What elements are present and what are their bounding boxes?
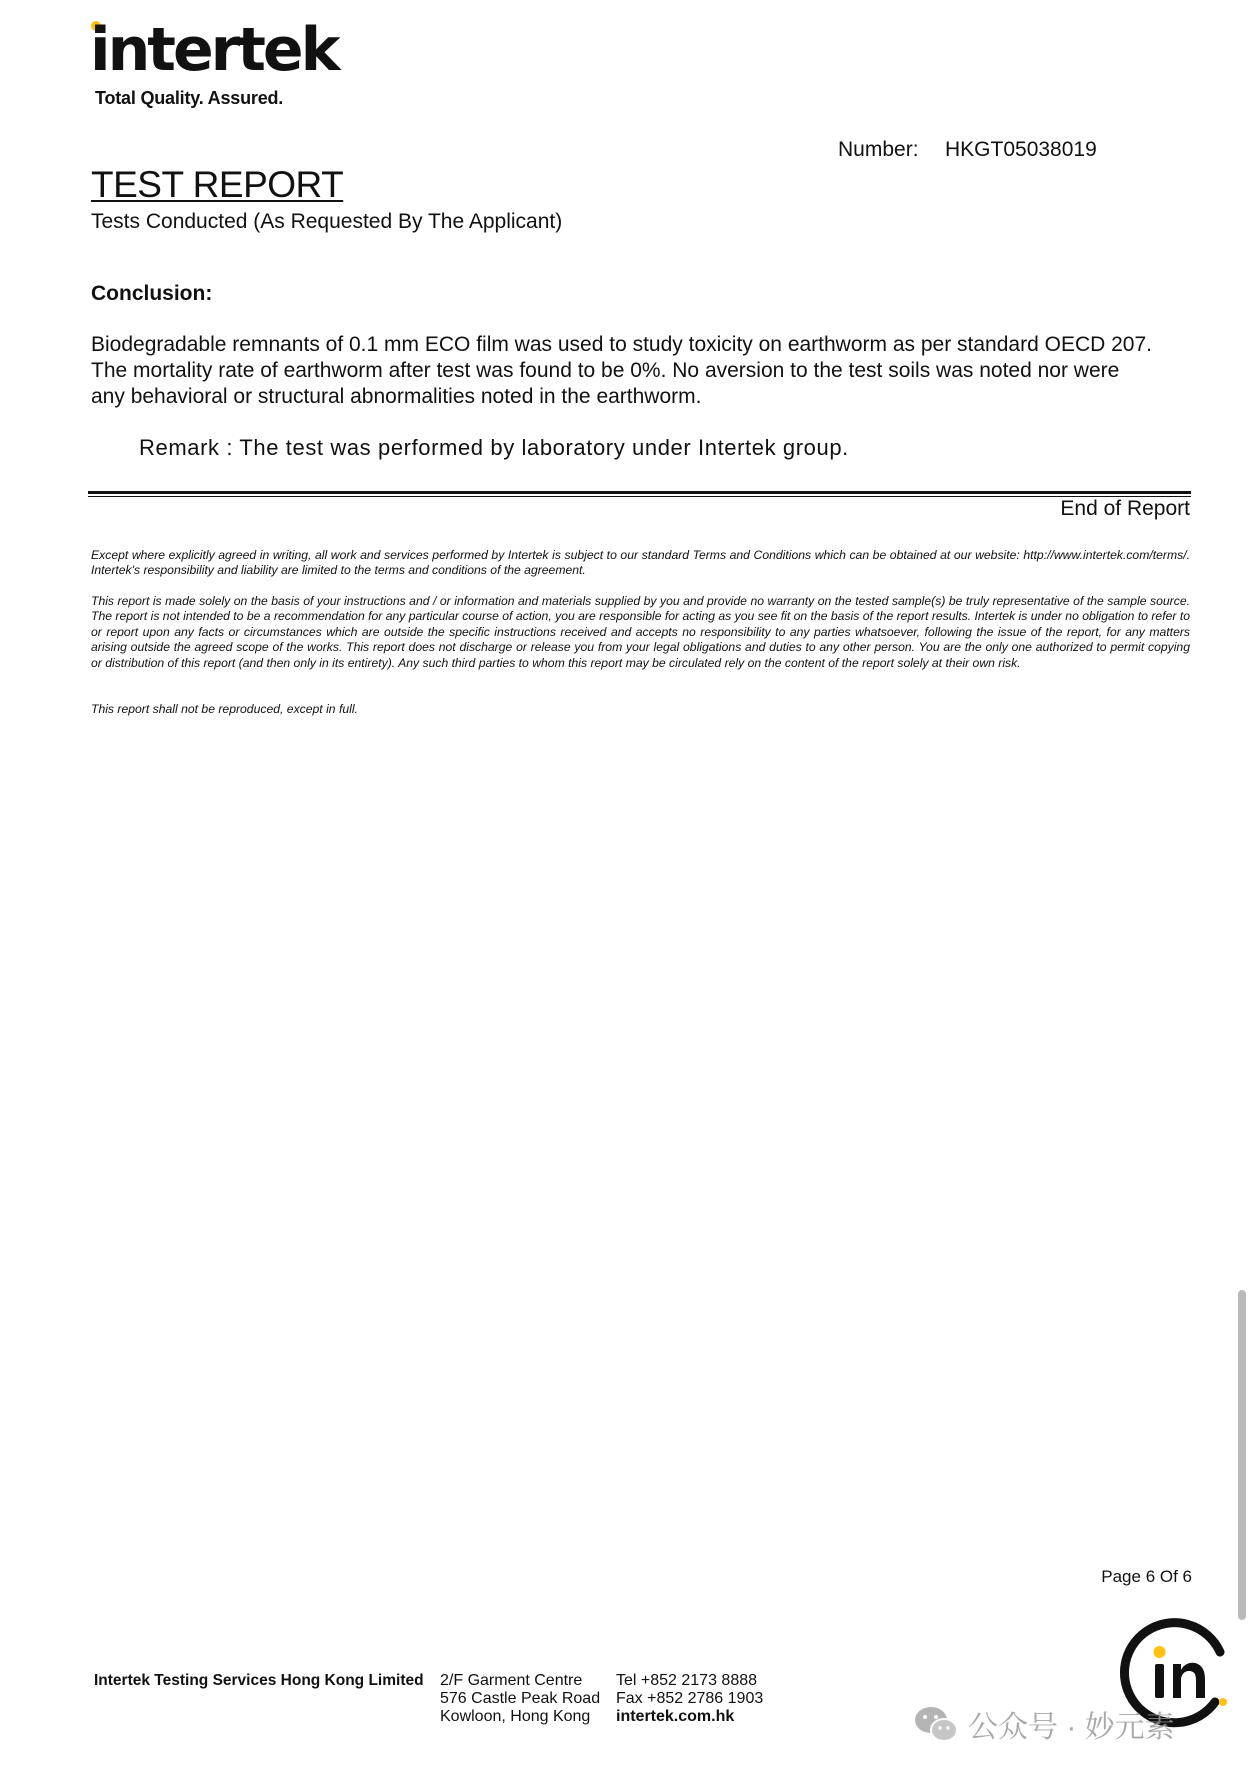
intertek-wordmark-icon (90, 18, 360, 80)
wechat-watermark (912, 1700, 1232, 1748)
page-subtitle: Tests Conducted (As Requested By The Applicant) (91, 210, 563, 233)
logo-wordmark: intertek (90, 18, 338, 80)
wechat-icon (912, 1704, 960, 1744)
footer-tel: Tel +852 2173 8888 (616, 1672, 758, 1689)
report-number-value: HKGT05038019 (945, 138, 1097, 161)
footer-fax: Fax +852 2786 1903 (616, 1690, 764, 1707)
remark-text: Remark : The test was performed by laboratory under Intertek group. (139, 435, 849, 460)
footer-address (440, 1672, 600, 1726)
address-line: 2/F Garment Centre (440, 1672, 583, 1689)
disclaimer-terms: Except where explicitly agreed in writing, all work and services performed by Intertek is subject to our standard Terms and Conditions which can be obtained at our website: http://www.intertek.com/terms/. Intertek's responsibility and liability are limited to the terms and conditions of the agreement. (91, 548, 1190, 578)
conclusion-line: any behavioral or structural abnormalities noted in the earthworm. (91, 385, 702, 408)
page-title: TEST REPORT (91, 164, 344, 205)
address-line: 576 Castle Peak Road (440, 1690, 601, 1707)
conclusion-body (91, 332, 1201, 410)
watermark-text: 公众号 · 妙元素 (968, 1711, 1175, 1744)
footer-company-name: Intertek Testing Services Hong Kong Limited (94, 1672, 424, 1689)
conclusion-line: Biodegradable remnants of 0.1 mm ECO film was used to study toxicity on earthworm as per standard OECD 207. (91, 333, 1152, 356)
disclaimer-reproduction: This report shall not be reproduced, except in full. (91, 702, 358, 716)
address-line: Kowloon, Hong Kong (440, 1708, 591, 1725)
page-number: Page 6 Of 6 (1101, 1567, 1192, 1586)
footer-contact (616, 1672, 763, 1726)
disclaimer-basis: This report is made solely on the basis of your instructions and / or information and materials supplied by you and provide no warranty on the tested sample(s) be truly representative of the sample source. The report is not intended to be a recommendation for any particular course of action, you are responsible for acting as you see fit on the basis of the report results. Intertek is under no obligation to refer to or report upon any facts or circumstances which are outside the specific instructions received and accepts no responsibility to any parties whatsoever, following the issue of the report, for any matters arising outside the agreed scope of the works. This report does not discharge or release you from your legal obligations and duties to any other person. You are the only one authorized to permit copying or distribution of this report (and then only in its entirety). Any such third parties to whom this report may be circulated rely on the content of the report solely at their own risk. (91, 594, 1190, 670)
conclusion-heading: Conclusion: (91, 282, 213, 305)
vertical-scrollbar[interactable] (1238, 1290, 1246, 1620)
end-of-report-label: End of Report (1060, 497, 1190, 520)
divider-thick (88, 491, 1191, 494)
report-number-label: Number: (838, 138, 919, 161)
conclusion-line: The mortality rate of earthworm after test was found to be 0%. No aversion to the test soils was noted nor were (91, 359, 1120, 382)
logo-tagline: Total Quality. Assured. (95, 88, 284, 108)
footer-website: intertek.com.hk (616, 1708, 735, 1725)
